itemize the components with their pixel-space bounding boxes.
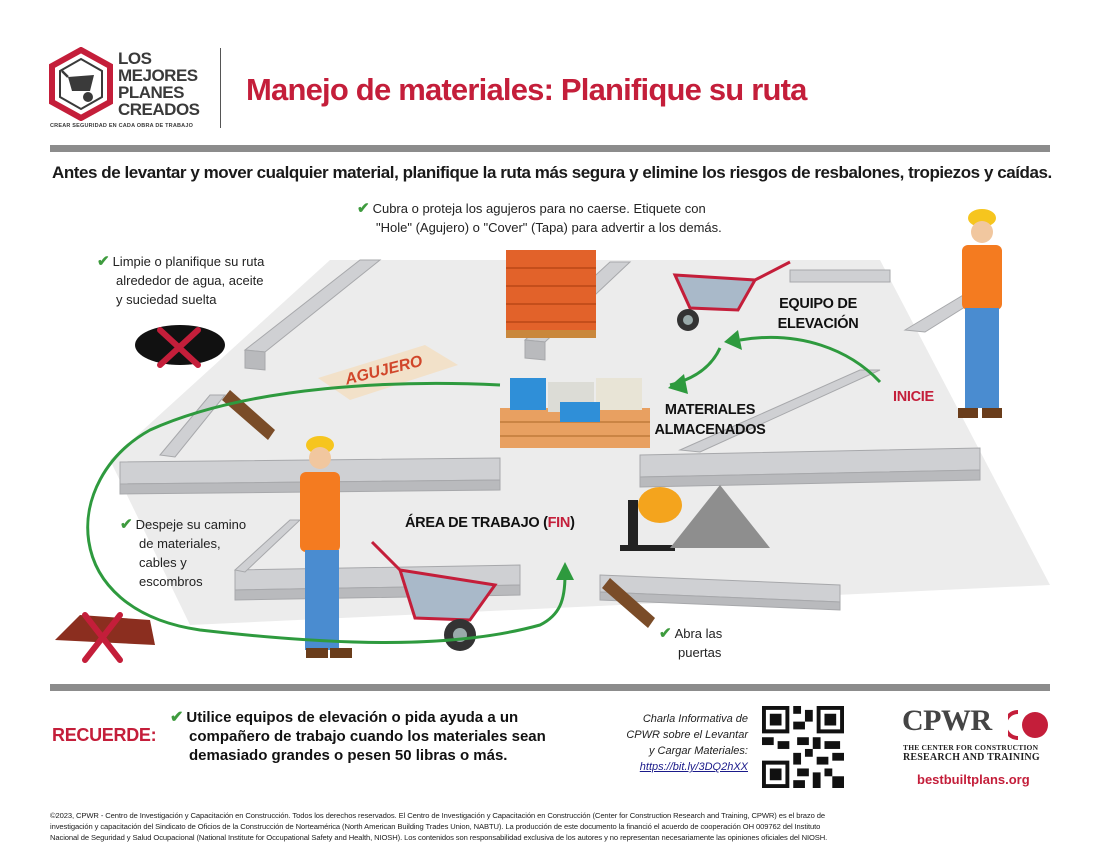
cpwr-sub-line-2: RESEARCH AND TRAINING <box>903 752 1040 763</box>
tip-clear-line-1: Despeje su camino <box>135 517 247 532</box>
cpwr-circle-icon <box>1008 710 1052 740</box>
qr-code-icon[interactable] <box>762 706 844 788</box>
work-area-text: ÁREA DE TRABAJO <box>405 515 540 531</box>
logo-line-4: CREADOS <box>118 100 200 119</box>
logo-tagline: CREAR SEGURIDAD EN CADA OBRA DE TRABAJO <box>50 123 194 129</box>
remember-label: RECUERDE: <box>52 725 157 745</box>
tip-clear <box>120 515 246 591</box>
logo-wordmark <box>118 50 200 118</box>
check-icon: ✔ <box>170 709 184 726</box>
footer-line-1: ©2023, CPWR - Centro de Investigación y Capacitación en Construcción. Todos los derechos reservados. El Centro de Investigación y Capacitación en Construcción (Center for Construction Research and Training, CPWR) es el brazo de <box>50 811 826 820</box>
tip-holes <box>357 199 722 237</box>
hole-sign-text: AGUJERO <box>343 352 425 389</box>
bottom-rule <box>50 684 1050 691</box>
website-link[interactable]: bestbuiltplans.org <box>917 772 1030 787</box>
debris-pile <box>55 615 155 660</box>
stored-label-line-2: ALMACENADOS <box>654 422 766 438</box>
tip-clean <box>97 252 264 309</box>
stored-label-line-1: MATERIALES <box>664 402 756 418</box>
tip-clear-line-3: cables y <box>139 555 187 570</box>
tip-doors <box>659 624 722 662</box>
intro-text: Antes de levantar y mover cualquier material, planifique la ruta más segura y elimine los riesgos de resbalones, tropiezos y caídas. <box>52 163 1052 182</box>
header-divider <box>220 48 221 128</box>
reference-text <box>600 711 748 775</box>
logo-line-1: LOS <box>118 49 152 68</box>
work-area-paren-close: ) <box>570 515 575 531</box>
reference-link[interactable]: https://bit.ly/3DQ2hXX <box>639 761 748 773</box>
remember-line-1: Utilice equipos de elevación o pida ayuda a un <box>186 709 519 726</box>
logo-line-3: PLANES <box>118 83 184 102</box>
lifting-label-line-1: EQUIPO DE <box>779 296 857 312</box>
page-title: Manejo de materiales: Planifique su ruta <box>246 72 807 107</box>
tip-doors-line-2: puertas <box>678 645 722 660</box>
brick-stack <box>506 250 596 338</box>
remember-line-3: demasiado grandes o pesen 50 libras o más. <box>189 747 508 764</box>
tip-clean-line-3: y suciedad suelta <box>116 292 217 307</box>
cpwr-logo: CPWR <box>902 704 992 737</box>
tip-holes-line-2: "Hole" (Agujero) o "Cover" (Tapa) para advertir a los demás. <box>376 220 722 235</box>
lifting-equipment-label <box>768 294 868 334</box>
tip-clean-line-1: Limpie o planifique su ruta <box>112 254 265 269</box>
reference-line-1: Charla Informativa de <box>642 713 748 725</box>
wheelbarrow-logo-icon <box>48 47 114 121</box>
work-area-label <box>405 513 575 533</box>
check-icon: ✔ <box>659 625 672 642</box>
reference-line-3: y Cargar Materiales: <box>648 745 748 757</box>
check-icon: ✔ <box>357 200 370 217</box>
reference-line-2: CPWR sobre el Levantar <box>626 729 748 741</box>
work-area-paren-open: ( <box>543 515 548 531</box>
tip-doors-line-1: Abra las <box>674 626 723 641</box>
start-label: INICIE <box>893 389 934 405</box>
remember-body <box>170 708 546 765</box>
tip-clear-line-2: de materiales, <box>139 536 221 551</box>
footer-copyright <box>50 810 1060 843</box>
check-icon: ✔ <box>120 516 133 533</box>
footer-line-2: investigación y capacitación del Sindicato de Oficios de la Construcción de Norteamérica (North American Building Trades Union, NABTU). La producción de este documento la financió el acuerdo de cooperación OH 009762 del Instituto <box>50 822 821 831</box>
stored-materials-pallet <box>500 378 650 448</box>
cpwr-subtitle <box>903 743 1040 764</box>
work-area-end: FIN <box>547 515 571 531</box>
tip-clean-line-2: alrededor de agua, aceite <box>116 273 264 288</box>
tip-holes-line-1: Cubra o proteja los agujeros para no caerse. Etiquete con <box>372 201 706 216</box>
tip-clear-line-4: escombros <box>139 574 203 589</box>
stored-materials-label <box>650 400 770 440</box>
check-icon: ✔ <box>97 253 110 270</box>
lifting-label-line-2: ELEVACIÓN <box>777 316 859 332</box>
cpwr-sub-line-1: THE CENTER FOR CONSTRUCTION <box>903 743 1039 752</box>
remember-line-2: compañero de trabajo cuando los materiales sean <box>189 728 546 745</box>
header <box>0 0 1100 145</box>
top-rule <box>50 145 1050 152</box>
footer-line-3: Nacional de Seguridad y Salud Ocupacional (National Institute for Occupational Safety and Health, NIOSH). Los contenidos son responsabilidad exclusiva de los autores y no representan necesariamente las opiniones oficiales del NIOSH. <box>50 833 828 842</box>
worker-start <box>958 209 1002 418</box>
oil-puddle <box>135 325 225 365</box>
logo-line-2: MEJORES <box>118 66 198 85</box>
